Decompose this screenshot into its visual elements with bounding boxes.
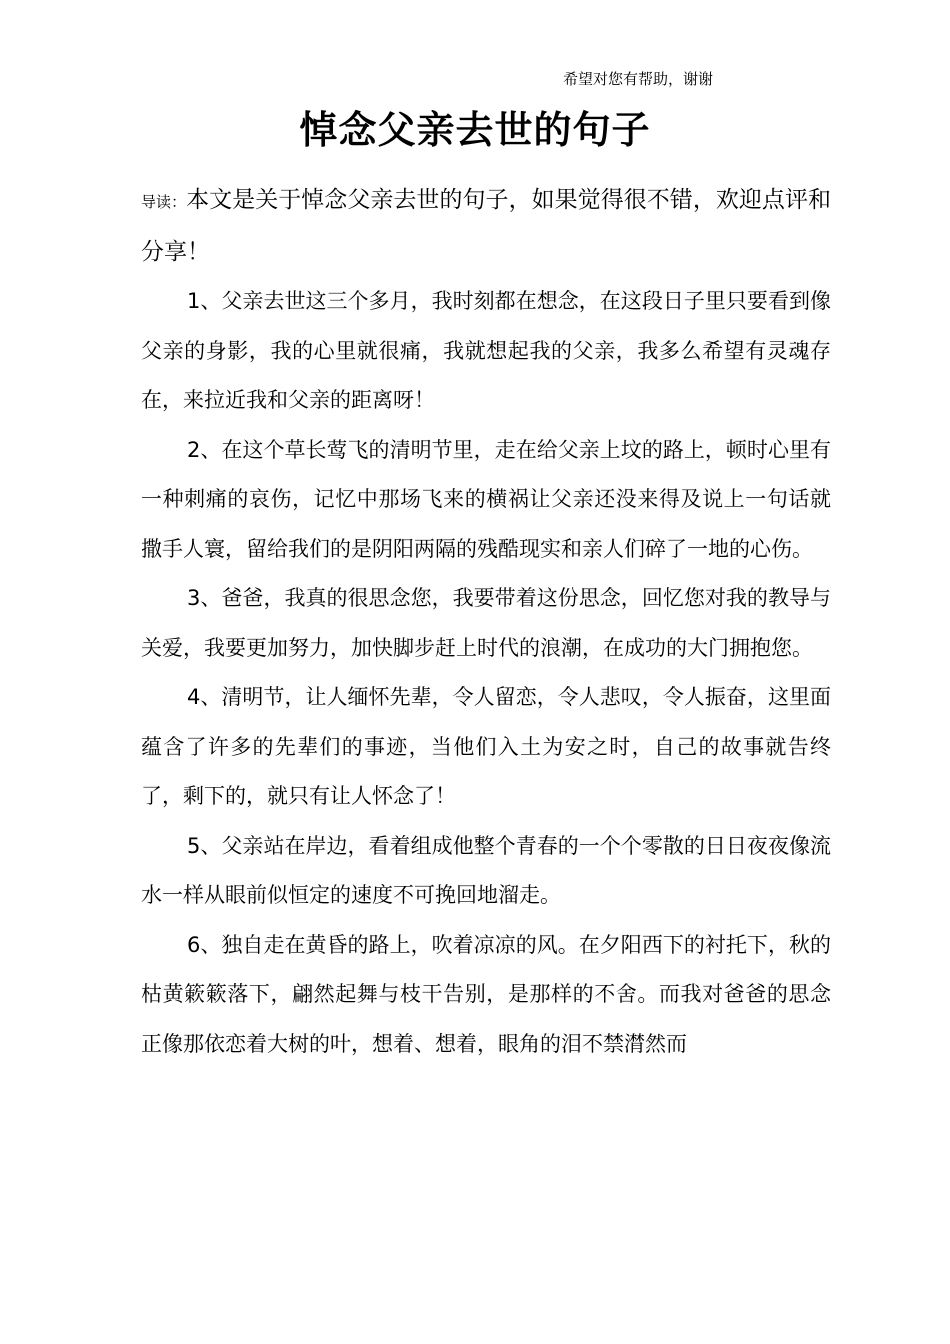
paragraph-5: 5、父亲站在岸边，看着组成他整个青春的一个个零散的日日夜夜像流水一样从眼前似恒定的速度不可挽回地溜走。 xyxy=(141,833,831,907)
paragraph-1: 1、父亲去世这三个多月，我时刻都在想念，在这段日子里只要看到像父亲的身影，我的心里就很痛，我就想起我的父亲，我多么希望有灵魂存在，来拉近我和父亲的距离呀！ xyxy=(141,289,831,412)
paragraph-6: 6、独自走在黄昏的路上，吹着凉凉的风。在夕阳西下的衬托下，秋的枯黄簌簌落下，翩然起舞与枝干告别，是那样的不舍。而我对爸爸的思念正像那依恋着大树的叶，想着、想着，眼角的泪不禁潸然而 xyxy=(141,932,831,1056)
document-body xyxy=(141,176,831,1069)
paragraph-2: 2、在这个草长莺飞的清明节里，走在给父亲上坟的路上，顿时心里有一种刺痛的哀伤，记忆中那场飞来的横祸让父亲还没来得及说上一句话就撒手人寰，留给我们的是阴阳两隔的残酷现实和亲人们碎了一地的心伤。 xyxy=(141,437,831,561)
header-note: 希望对您有帮助，谢谢 xyxy=(563,70,714,88)
intro-text: 本文是关于悼念父亲去世的句子，如果觉得很不错，欢迎点评和分享！ xyxy=(141,187,831,265)
document-title: 悼念父亲去世的句子 xyxy=(299,108,651,152)
intro-label: 导读： xyxy=(141,193,187,211)
paragraph-4: 4、清明节，让人缅怀先辈，令人留恋，令人悲叹，令人振奋，这里面蕴含了许多的先辈们的事迹，当他们入土为安之时，自己的故事就告终了，剩下的，就只有让人怀念了！ xyxy=(141,685,831,808)
intro-paragraph xyxy=(141,176,831,277)
paragraph-3: 3、爸爸，我真的很思念您，我要带着这份思念，回忆您对我的教导与关爱，我要更加努力，加快脚步赶上时代的浪潮，在成功的大门拥抱您。 xyxy=(141,586,831,660)
